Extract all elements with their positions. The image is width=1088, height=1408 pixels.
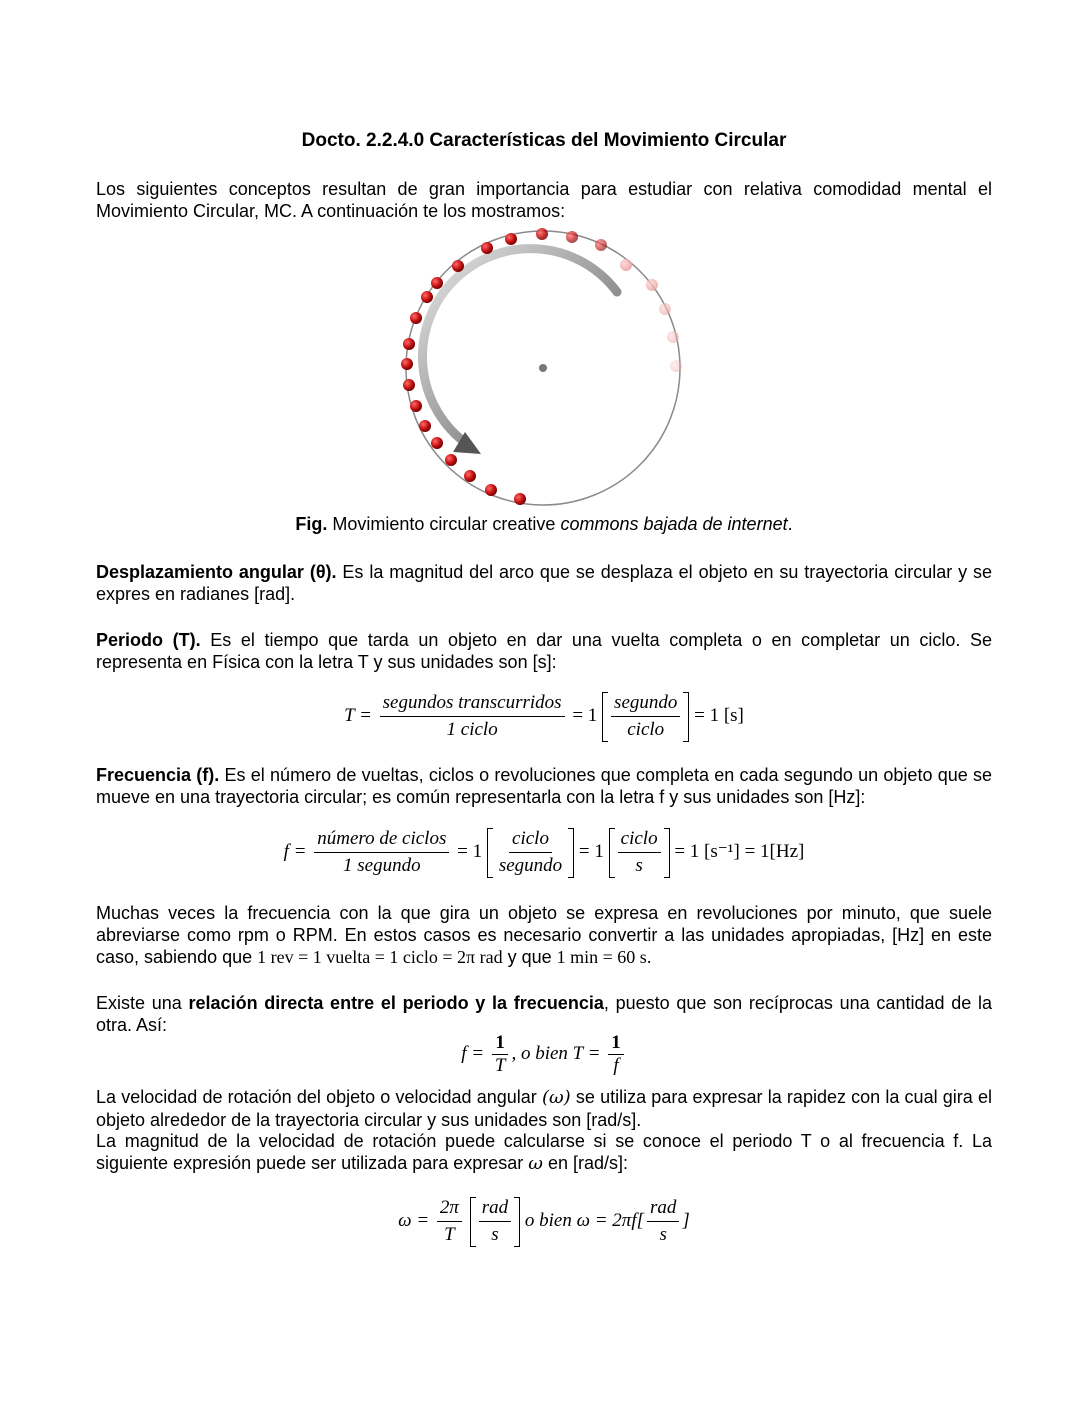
rpm-math-2: 1 min = 60 s. <box>556 947 652 967</box>
ball <box>505 233 517 245</box>
ball <box>431 277 443 289</box>
fraction <box>611 690 680 743</box>
bracket-right <box>514 1197 520 1247</box>
numerator: ciclo <box>618 826 661 853</box>
frecuencia-text: Es el número de vueltas, ciclos o revoluciones que completa en cada segundo un objeto que se mueve en una trayectoria circular; es común representarla con la letra f y sus unidades son [Hz]: <box>96 765 992 807</box>
denominator: T <box>444 1224 455 1245</box>
fraction <box>608 1032 624 1077</box>
relacion-paragraph <box>96 992 992 1036</box>
denominator: ciclo <box>627 719 665 740</box>
fraction <box>437 1195 462 1248</box>
omega-symbol: (ω) <box>541 1087 571 1108</box>
relacion-bold: relación directa entre el periodo y la frecuencia <box>188 993 604 1013</box>
ball <box>403 338 415 350</box>
ball <box>403 379 415 391</box>
eq-lhs: f = <box>461 1042 485 1064</box>
ball <box>485 484 497 496</box>
relacion-equation <box>0 1032 1088 1077</box>
ball <box>419 420 431 432</box>
ball <box>445 454 457 466</box>
numerator: 1 <box>608 1032 624 1055</box>
denominator: f <box>613 1055 619 1076</box>
rpm-math-1: 1 rev = 1 vuelta = 1 ciclo = 2π rad <box>257 947 503 967</box>
bracket-right <box>568 828 574 878</box>
periodo-text: Es el tiempo que tarda un objeto en dar una vuelta completa o en completar un ciclo. Se representa en Física con la letra T y sus unidades son [s]: <box>96 630 992 672</box>
eq-lhs: f = <box>283 840 307 862</box>
fraction <box>492 1032 509 1077</box>
bracket-left <box>602 692 608 742</box>
numerator: segundo <box>611 690 680 717</box>
denominator: T <box>494 1055 506 1076</box>
fraction <box>496 826 565 879</box>
figure-caption <box>0 514 1088 535</box>
bracket-left <box>470 1197 476 1247</box>
ball <box>421 291 433 303</box>
eq-lhs: T = <box>344 704 372 726</box>
numerator: 2π <box>437 1195 462 1222</box>
fraction <box>314 826 449 879</box>
desplazamiento-label: Desplazamiento angular <box>96 562 304 582</box>
caption-italic: commons bajada de internet <box>560 514 788 534</box>
ball <box>670 360 682 372</box>
velocidad-text-2b: en [rad/s]: <box>542 1153 628 1173</box>
omega-symbol-2: ω <box>528 1153 543 1174</box>
eq-value: = 1 <box>572 704 598 726</box>
denominator: segundo <box>498 855 563 876</box>
bracket-right <box>664 828 670 878</box>
rpm-mid: y que <box>502 947 557 967</box>
ball <box>659 303 671 315</box>
relacion-post: , puesto que son recíprocas una cantidad de la otra. Así: <box>96 993 992 1035</box>
ball <box>452 260 464 272</box>
rpm-text: Muchas veces la frecuencia con la que gira un objeto se expresa en revoluciones por minuto, que suele abreviarse como rpm o RPM. En estos casos es necesario convertir a las unidades apropiadas, [Hz] en este caso, sabiendo que <box>96 903 992 967</box>
velocidad-text-2: La magnitud de la velocidad de rotación puede calcularse si se conoce el periodo T o al frecuencia f. La siguiente expresión puede ser utilizada para expresar <box>96 1131 992 1173</box>
ball <box>410 312 422 324</box>
eq-end: ] <box>682 1209 690 1231</box>
eq-value: = 1 [s⁻¹] = 1[Hz] <box>674 840 805 862</box>
eq-value: = 1 [s] <box>694 704 744 726</box>
denominator: 1 segundo <box>343 855 421 876</box>
periodo-paragraph <box>96 629 992 673</box>
denominator: s <box>659 1224 667 1245</box>
rpm-paragraph <box>96 902 992 968</box>
eq-value: = 1 <box>578 840 604 862</box>
ball <box>566 231 578 243</box>
bracket-left <box>609 828 615 878</box>
ball <box>595 239 607 251</box>
desplazamiento-paragraph <box>96 561 992 605</box>
velocidad-equation <box>0 1195 1088 1248</box>
rotation-arrow <box>422 249 617 444</box>
frecuencia-label: Frecuencia (f). <box>96 765 220 785</box>
frecuencia-paragraph <box>96 764 992 808</box>
bracket-right <box>683 692 689 742</box>
eq-lhs: ω = <box>398 1209 430 1231</box>
ball <box>620 259 632 271</box>
denominator: 1 ciclo <box>446 719 498 740</box>
periodo-label: Periodo (T). <box>96 630 201 650</box>
eq-mid: o bien ω = 2πf[ <box>524 1209 644 1231</box>
denominator: s <box>491 1224 499 1245</box>
frecuencia-equation <box>0 826 1088 879</box>
velocidad-paragraph-1 <box>96 1086 992 1131</box>
ball <box>464 470 476 482</box>
ball <box>667 331 679 343</box>
numerator: ciclo <box>509 826 552 853</box>
circular-motion-figure <box>395 222 695 512</box>
ball <box>514 493 526 505</box>
fraction <box>380 690 565 743</box>
denominator: s <box>635 855 643 876</box>
numerator: rad <box>479 1195 511 1222</box>
desplazamiento-symbol: (θ). <box>309 562 337 582</box>
numerator: segundos transcurridos <box>380 690 565 717</box>
center-point <box>539 364 547 372</box>
caption-label: Fig. <box>295 514 328 534</box>
ball <box>646 279 658 291</box>
fraction <box>479 1195 511 1248</box>
ball <box>431 437 443 449</box>
periodo-equation <box>0 690 1088 743</box>
eq-mid: , o bien T = <box>511 1042 601 1064</box>
intro-paragraph: Los siguientes conceptos resultan de gran importancia para estudiar con relativa comodidad mental el Movimiento Circular, MC. A continuación te los mostramos: <box>96 179 992 221</box>
bracket-left <box>487 828 493 878</box>
fraction <box>618 826 661 879</box>
numerator: número de ciclos <box>314 826 449 853</box>
ball <box>410 400 422 412</box>
caption-end: . <box>787 514 793 534</box>
numerator: 1 <box>492 1032 508 1055</box>
fraction <box>647 1195 679 1248</box>
ball <box>401 358 413 370</box>
ball <box>481 242 493 254</box>
numerator: rad <box>647 1195 679 1222</box>
velocidad-text-1b: se utiliza para expresar la rapidez con la cual gira el objeto alrededor de la trayectoria circular y sus unidades son [rad/s]. <box>96 1087 992 1130</box>
desplazamiento-text: Es la magnitud del arco que se desplaza el objeto en su trayectoria circular y se expres en radianes [rad]. <box>96 562 992 604</box>
document-title: Docto. 2.2.4.0 Características del Movimiento Circular <box>301 130 787 151</box>
eq-value: = 1 <box>457 840 483 862</box>
relacion-pre: Existe una <box>96 993 189 1013</box>
caption-text: Movimiento circular creative <box>327 514 561 534</box>
velocidad-text-1a: La velocidad de rotación del objeto o velocidad angular <box>96 1087 542 1107</box>
velocidad-paragraph-2 <box>96 1130 992 1175</box>
ball <box>536 228 548 240</box>
